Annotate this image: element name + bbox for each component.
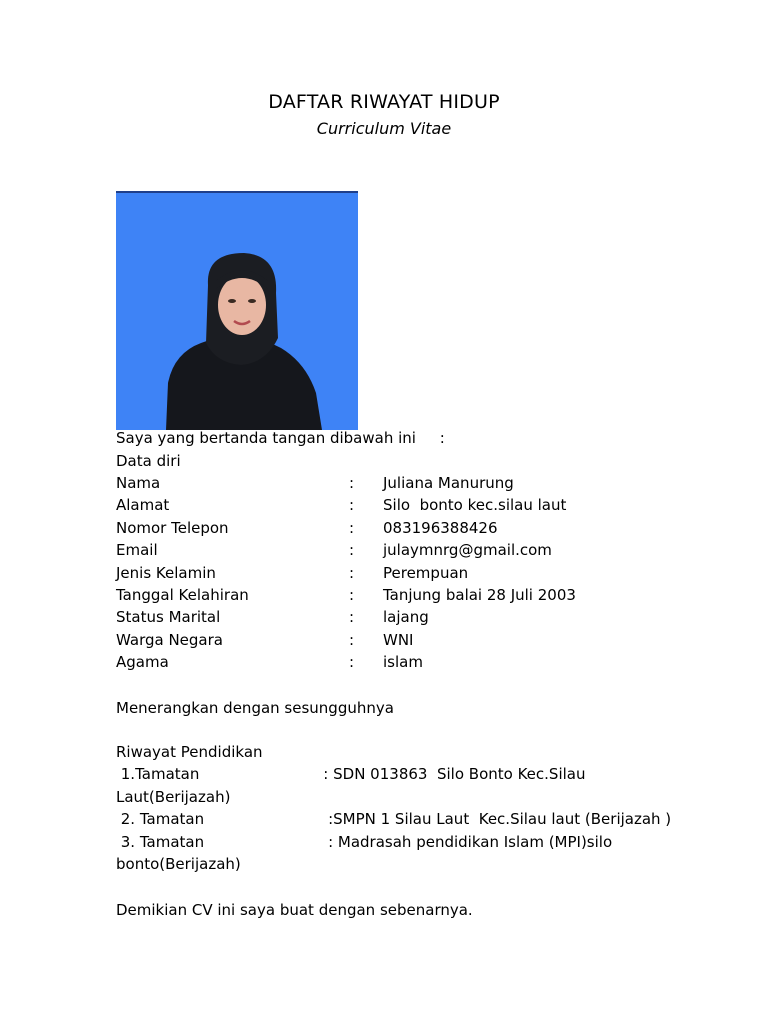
row-label: Tanggal Kelahiran xyxy=(116,586,249,604)
pendidikan-line: 2. Tamatan :SMPN 1 Silau Laut Kec.Silau laut (Berijazah ) xyxy=(116,810,672,828)
row-label: Agama xyxy=(116,653,169,671)
row-colon: : xyxy=(349,519,355,537)
row-colon: : xyxy=(349,564,355,582)
row-value: lajang xyxy=(383,608,429,626)
row-colon: : xyxy=(349,653,355,671)
row-value: 083196388426 xyxy=(383,519,498,537)
row-value: Silo bonto kec.silau laut xyxy=(383,496,567,514)
row-label: Email xyxy=(116,541,158,559)
pendidikan-line: bonto(Berijazah) xyxy=(116,855,241,873)
document-title: DAFTAR RIWAYAT HIDUP xyxy=(268,91,500,113)
row-label: Nomor Telepon xyxy=(116,519,229,537)
pendidikan-line: Laut(Berijazah) xyxy=(116,788,231,806)
row-label: Status Marital xyxy=(116,608,221,626)
row-label: Alamat xyxy=(116,496,170,514)
row-colon: : xyxy=(349,608,355,626)
closing-text: Demikian CV ini saya buat dengan sebenarnya. xyxy=(116,901,473,919)
row-label: Warga Negara xyxy=(116,631,223,649)
data-diri-heading: Data diri xyxy=(116,452,181,470)
row-colon: : xyxy=(349,474,355,492)
statement-text: Menerangkan dengan sesungguhnya xyxy=(116,699,394,717)
row-label: Jenis Kelamin xyxy=(116,564,216,582)
row-colon: : xyxy=(349,541,355,559)
row-colon: : xyxy=(349,586,355,604)
row-value: islam xyxy=(383,653,423,671)
row-label: Nama xyxy=(116,474,161,492)
row-value: WNI xyxy=(383,631,414,649)
document-subtitle: Curriculum Vitae xyxy=(316,119,452,138)
pendidikan-heading: Riwayat Pendidikan xyxy=(116,743,263,761)
row-value: julaymnrg@gmail.com xyxy=(383,541,552,559)
row-colon: : xyxy=(349,631,355,649)
row-value: Juliana Manurung xyxy=(383,474,514,492)
row-value: Tanjung balai 28 Juli 2003 xyxy=(383,586,576,604)
profile-photo xyxy=(116,191,358,430)
intro-text: Saya yang bertanda tangan dibawah ini : xyxy=(116,429,445,447)
row-value: Perempuan xyxy=(383,564,469,582)
pendidikan-line: 3. Tamatan : Madrasah pendidikan Islam (MPI)silo xyxy=(116,833,613,851)
pendidikan-line: 1.Tamatan : SDN 013863 Silo Bonto Kec.Silau xyxy=(116,765,586,783)
row-colon: : xyxy=(349,496,355,514)
